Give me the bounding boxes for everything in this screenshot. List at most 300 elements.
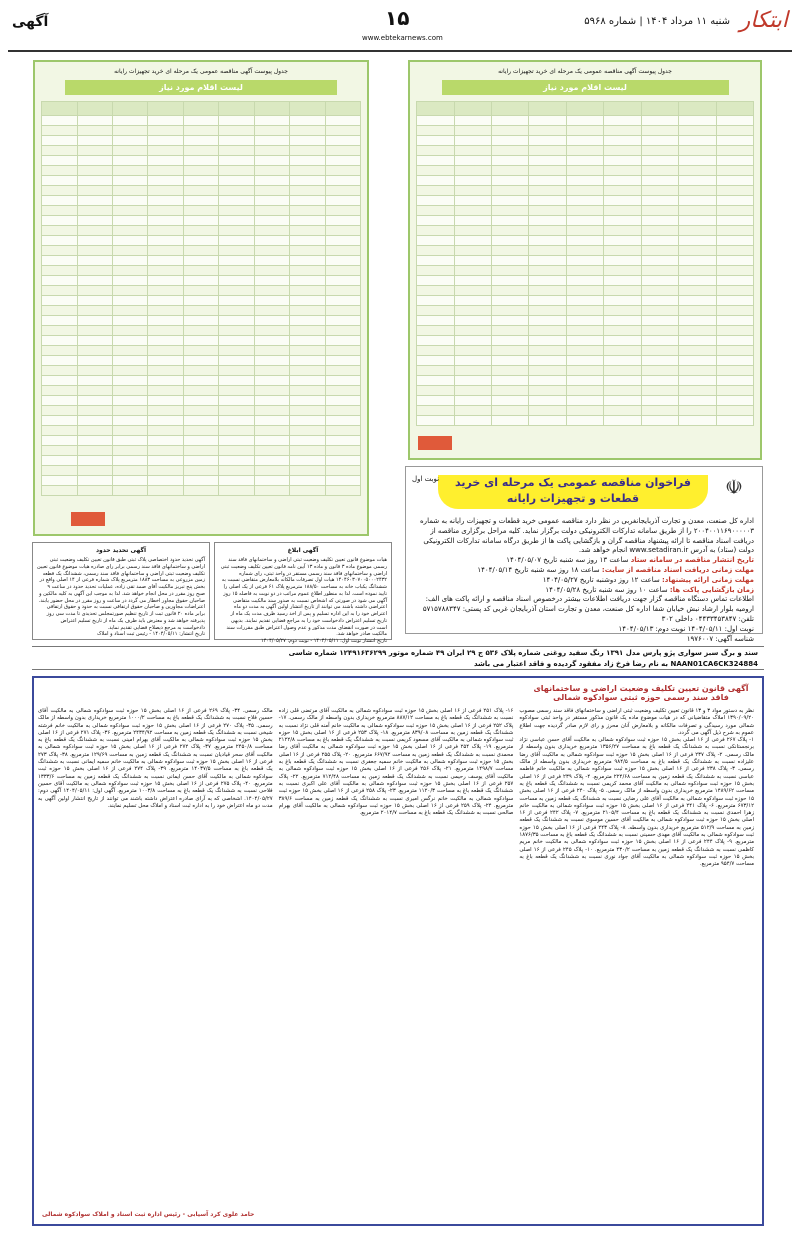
- table-row: [42, 186, 361, 196]
- table-cell: [566, 376, 603, 386]
- table-cell: [183, 266, 218, 276]
- table-cell: [112, 296, 147, 306]
- table-cell: [148, 256, 183, 266]
- table-cell: [566, 206, 603, 216]
- table-cell: [112, 206, 147, 216]
- table-cell: [148, 406, 183, 416]
- table-cell: [454, 156, 491, 166]
- table-cell: [77, 366, 112, 376]
- table-cell: [112, 246, 147, 256]
- table-cell: [491, 256, 528, 266]
- table-cell: [77, 266, 112, 276]
- table-cell: [716, 366, 753, 376]
- table-cell: [42, 186, 78, 196]
- table-cell: [679, 286, 716, 296]
- table-cell: [183, 276, 218, 286]
- table-cell: [491, 336, 528, 346]
- table-cell: [77, 316, 112, 326]
- table-cell: [290, 346, 325, 356]
- table-cell: [529, 276, 566, 286]
- table-cell: [183, 236, 218, 246]
- table-cell: [183, 146, 218, 156]
- table-cell: [42, 216, 78, 226]
- table-cell: [641, 156, 678, 166]
- table-cell: [566, 136, 603, 146]
- table-cell: [219, 426, 254, 436]
- table-cell: [529, 396, 566, 406]
- table-cell: [454, 116, 491, 126]
- table-cell: [417, 146, 455, 156]
- table-cell: [716, 386, 753, 396]
- table-cell: [112, 146, 147, 156]
- table-cell: [254, 156, 289, 166]
- table-cell: [641, 336, 678, 346]
- table-cell: [529, 266, 566, 276]
- table-cell: [679, 236, 716, 246]
- table-cell: [290, 226, 325, 236]
- notice-body: آگهی تحدید حدود اختصاصی پلاک ثبتی طبق قانون تعیین تکلیف وضعیت ثبتی اراضی و ساختمانهای فاقد سند رسمی برابر رای صادره هیات موضوع قانون تعیین تکلیف وضعیت ثبتی اراضی و ساختمانهای فاقد سند رسمی، ششدانگ یک قطعه زمین مزروعی به مساحت ۱۸۸۳ مترمربع پلاک شماره فرعی از ۱۴ اصلی واقع در بخش پنج تبریز مالکیت آقای صمد تقی زاده، عملیات تحدید حدود در ساعت ۹ صبح روز مقرر در محل انجام خواهد شد. لذا به موجب این آگهی به کلیه مالکین و صاحبان حقوق مجاور اخطار می گردد در ساعت و روز مقرر در محل حضور یابند. اعتراضات مجاورین و صاحبان حقوق ارتفاقی نسبت به حدود و حقوق ارتفاقی برابر ماده ۲۰ قانون ثبت از تاریخ تنظیم صورتمجلس تحدیدی تا مدت سی روز پذیرفته خواهد شد و معترض باید ظرف یک ماه از تاریخ تسلیم اعتراض دادخواست به مرجع ذیصلاح قضایی تقدیم نماید.: [37, 557, 205, 631]
- pub-date-value: ساعت ۱۳ روز سه شنبه تاریخ ۱۴۰۴/۰۵/۰۷: [506, 556, 629, 565]
- table-cell: [148, 436, 183, 446]
- table-cell: [77, 446, 112, 456]
- table-cell: [325, 276, 360, 286]
- table-cell: [77, 116, 112, 126]
- table-cell: [604, 376, 641, 386]
- table-cell: [325, 306, 360, 316]
- table-cell: [491, 386, 528, 396]
- table-cell: [641, 176, 678, 186]
- table-cell: [77, 296, 112, 306]
- table-cell: [148, 166, 183, 176]
- table-cell: [454, 256, 491, 266]
- table-cell: [604, 206, 641, 216]
- table-cell: [219, 456, 254, 466]
- table-cell: [183, 136, 218, 146]
- table-cell: [148, 486, 183, 496]
- table-row: [42, 456, 361, 466]
- table-cell: [42, 196, 78, 206]
- table-row: [417, 136, 754, 146]
- table-cell: [417, 376, 455, 386]
- website-url[interactable]: www.ebtekarnews.com: [362, 34, 443, 42]
- table-header-cell: [183, 102, 218, 116]
- table-cell: [254, 446, 289, 456]
- table-cell: [716, 396, 753, 406]
- table-cell: [42, 346, 78, 356]
- table-row: [417, 176, 754, 186]
- table-cell: [529, 296, 566, 306]
- land-column-3: [38, 708, 273, 1220]
- table-cell: [42, 466, 78, 476]
- table-cell: [491, 226, 528, 236]
- table-cell: [417, 406, 455, 416]
- table-row: [417, 386, 754, 396]
- notice-footer: تاریخ انتشار نوبت اول: ۱۴۰۴/۰۵/۱۱ - نوبت دوم: ۱۴۰۴/۰۵/۲۷: [261, 638, 387, 645]
- table-cell: [254, 206, 289, 216]
- table-cell: [491, 266, 528, 276]
- table-cell: [604, 346, 641, 356]
- table-cell: [566, 416, 603, 426]
- table-cell: [679, 126, 716, 136]
- table-cell: [77, 276, 112, 286]
- table-cell: [290, 216, 325, 226]
- table-row: [42, 426, 361, 436]
- table-cell: [112, 136, 147, 146]
- table-cell: [454, 276, 491, 286]
- table-cell: [716, 136, 753, 146]
- table-cell: [604, 126, 641, 136]
- table-cell: [254, 476, 289, 486]
- table-cell: [417, 196, 455, 206]
- table-cell: [529, 166, 566, 176]
- table-cell: [491, 346, 528, 356]
- table-row: [417, 276, 754, 286]
- table-row: [42, 146, 361, 156]
- table-cell: [716, 376, 753, 386]
- table-row: [417, 296, 754, 306]
- table-row: [42, 376, 361, 386]
- table-cell: [641, 396, 678, 406]
- table-cell: [183, 386, 218, 396]
- table-cell: [219, 416, 254, 426]
- table-cell: [77, 306, 112, 316]
- table-cell: [716, 326, 753, 336]
- table-cell: [454, 306, 491, 316]
- table-cell: [417, 296, 455, 306]
- table-cell: [290, 146, 325, 156]
- table-cell: [148, 276, 183, 286]
- table-cell: [417, 346, 455, 356]
- table-cell: [454, 366, 491, 376]
- table-header-cell: [77, 102, 112, 116]
- table-cell: [454, 196, 491, 206]
- table-cell: [325, 206, 360, 216]
- table-row: [42, 196, 361, 206]
- tender-title-line2: قطعات و تجهیزات رایانه: [506, 492, 640, 505]
- table-row: [42, 356, 361, 366]
- table-cell: [454, 266, 491, 276]
- table-cell: [219, 126, 254, 136]
- table-cell: [604, 356, 641, 366]
- table-cell: [679, 406, 716, 416]
- table-cell: [325, 456, 360, 466]
- table-cell: [148, 306, 183, 316]
- table-subtitle: لیست اقلام مورد نیاز: [65, 80, 337, 95]
- table-cell: [491, 356, 528, 366]
- publish-dates: نوبت اول: ۱۴۰۴/۰۵/۱۱ نوبت دوم: ۱۴۰۴/۰۵/۱۳: [618, 624, 754, 633]
- table-cell: [183, 326, 218, 336]
- table-cell: [529, 286, 566, 296]
- table-cell: [716, 226, 753, 236]
- table-row: [417, 156, 754, 166]
- table-cell: [604, 186, 641, 196]
- table-cell: [641, 166, 678, 176]
- table-cell: [491, 396, 528, 406]
- table-cell: [325, 346, 360, 356]
- table-cell: [219, 376, 254, 386]
- table-cell: [148, 136, 183, 146]
- table-cell: [290, 446, 325, 456]
- table-cell: [604, 156, 641, 166]
- table-cell: [454, 336, 491, 346]
- table-cell: [183, 216, 218, 226]
- table-cell: [77, 196, 112, 206]
- table-header-cell: [641, 102, 678, 116]
- table-header-cell: [112, 102, 147, 116]
- table-cell: [42, 436, 78, 446]
- table-row: [417, 246, 754, 256]
- table-cell: [42, 306, 78, 316]
- table-cell: [183, 336, 218, 346]
- table-cell: [183, 396, 218, 406]
- table-cell: [325, 416, 360, 426]
- table-cell: [454, 126, 491, 136]
- table-cell: [529, 136, 566, 146]
- table-cell: [454, 396, 491, 406]
- table-cell: [454, 146, 491, 156]
- table-row: [417, 396, 754, 406]
- table-cell: [254, 146, 289, 156]
- table-cell: [716, 416, 753, 426]
- table-cell: [112, 416, 147, 426]
- table-cell: [183, 306, 218, 316]
- table-row: [42, 236, 361, 246]
- table-header-row: [42, 102, 361, 116]
- table-cell: [148, 416, 183, 426]
- table-cell: [325, 326, 360, 336]
- table-cell: [254, 386, 289, 396]
- lost-document-notice: [32, 646, 764, 670]
- tender-call-ad: [405, 466, 763, 643]
- table-cell: [325, 486, 360, 496]
- table-cell: [219, 276, 254, 286]
- table-cell: [77, 486, 112, 496]
- table-cell: [679, 276, 716, 286]
- table-cell: [454, 176, 491, 186]
- table-cell: [716, 146, 753, 156]
- table-cell: [112, 186, 147, 196]
- table-cell: [641, 296, 678, 306]
- table-cell: [604, 316, 641, 326]
- table-cell: [219, 226, 254, 236]
- table-cell: [148, 366, 183, 376]
- table-cell: [604, 196, 641, 206]
- table-cell: [641, 236, 678, 246]
- table-cell: [604, 286, 641, 296]
- table-row: [417, 286, 754, 296]
- table-cell: [290, 266, 325, 276]
- table-cell: [529, 356, 566, 366]
- table-cell: [566, 166, 603, 176]
- table-cell: [148, 266, 183, 276]
- table-cell: [290, 436, 325, 446]
- table-header-cell: [491, 102, 528, 116]
- notice-body: هیات موضوع قانون تعیین تکلیف وضعیت ثبتی اراضی و ساختمانهای فاقد سند رسمی موضوع ماده ۳ قانون و ماده ۱۳ آیین نامه قانون تعیین تکلیف وضعیت ثبتی اراضی و ساختمانهای فاقد سند رسمی مستقر در واحد ثبتی، رای شماره ۱۴۰۴۶۰۳۰۷۰۰۵۰۰۰۲۴۳۲ هیات اول تصرفات مالکانه بلامعارض متقاضی نسبت به ششدانگ یکباب خانه به مساحت ۱۸۸/۵۰ مترمربع پلاک ۶۱ فرعی از یک اصلی را تایید نموده است. لذا به منظور اطلاع عموم مراتب در دو نوبت به فاصله ۱۵ روز آگهی می شود در صورتی که اشخاص نسبت به صدور سند مالکیت متقاضی اعتراضی داشته باشند می توانند از تاریخ انتشار اولین آگهی به مدت دو ماه اعتراض خود را به این اداره تسلیم و پس از اخذ رسید ظرف مدت یک ماه از تاریخ تسلیم اعتراض دادخواست خود را به مراجع قضایی تقدیم نمایند. بدیهی است در صورت انقضای مدت مذکور و عدم وصول اعتراض طبق مقررات سند مالکیت صادر خواهد شد.: [220, 557, 387, 638]
- table-cell: [148, 456, 183, 466]
- table-cell: [183, 436, 218, 446]
- land-notice-signature: حامد علوی کرد آسیابی - رئیس اداره ثبت اسناد و املاک سوادکوه شمالی: [42, 1211, 255, 1218]
- table-cell: [679, 376, 716, 386]
- table-row: [42, 316, 361, 326]
- notice-title: آگهی تحدید حدود: [95, 547, 147, 554]
- tender-body: [414, 517, 754, 644]
- table-cell: [491, 316, 528, 326]
- table-cell: [679, 136, 716, 146]
- table-cell: [148, 316, 183, 326]
- table-cell: [325, 226, 360, 236]
- table-cell: [254, 406, 289, 416]
- table-cell: [254, 266, 289, 276]
- table-cell: [112, 456, 147, 466]
- table-cell: [529, 406, 566, 416]
- table-cell: [254, 226, 289, 236]
- table-cell: [42, 486, 78, 496]
- table-cell: [42, 296, 78, 306]
- table-cell: [716, 156, 753, 166]
- table-cell: [77, 386, 112, 396]
- table-row: [417, 216, 754, 226]
- table-cell: [566, 296, 603, 306]
- table-cell: [454, 316, 491, 326]
- table-cell: [290, 136, 325, 146]
- table-cell: [679, 296, 716, 306]
- table-cell: [183, 366, 218, 376]
- table-cell: [679, 226, 716, 236]
- table-cell: [679, 356, 716, 366]
- table-cell: [325, 296, 360, 306]
- table-cell: [112, 426, 147, 436]
- table-cell: [417, 226, 455, 236]
- tender-table-right: [408, 60, 762, 460]
- table-cell: [566, 306, 603, 316]
- table-cell: [183, 296, 218, 306]
- table-cell: [529, 156, 566, 166]
- table-cell: [641, 146, 678, 156]
- table-cell: [77, 416, 112, 426]
- table-cell: [77, 286, 112, 296]
- table-cell: [183, 126, 218, 136]
- table-cell: [183, 116, 218, 126]
- table-subtitle: لیست اقلام مورد نیاز: [442, 80, 729, 95]
- table-cell: [77, 136, 112, 146]
- table-cell: [325, 156, 360, 166]
- table-cell: [112, 216, 147, 226]
- table-cell: [454, 356, 491, 366]
- table-cell: [716, 176, 753, 186]
- table-cell: [42, 376, 78, 386]
- table-cell: [566, 406, 603, 416]
- table-cell: [417, 306, 455, 316]
- table-cell: [679, 146, 716, 156]
- table-cell: [641, 136, 678, 146]
- table-cell: [254, 486, 289, 496]
- table-cell: [604, 246, 641, 256]
- table-cell: [566, 366, 603, 376]
- table-cell: [604, 116, 641, 126]
- table-cell: [77, 156, 112, 166]
- table-cell: [454, 236, 491, 246]
- table-row: [417, 186, 754, 196]
- table-header-cell: [148, 102, 183, 116]
- table-cell: [290, 186, 325, 196]
- table-cell: [491, 186, 528, 196]
- table-row: [42, 486, 361, 496]
- table-row: [42, 286, 361, 296]
- table-cell: [417, 126, 455, 136]
- table-cell: [219, 296, 254, 306]
- table-cell: [254, 196, 289, 206]
- table-cell: [679, 176, 716, 186]
- table-header-cell: [42, 102, 78, 116]
- table-cell: [183, 166, 218, 176]
- table-cell: [417, 176, 455, 186]
- table-cell: [641, 196, 678, 206]
- table-cell: [77, 396, 112, 406]
- table-cell: [219, 146, 254, 156]
- table-cell: [454, 166, 491, 176]
- table-cell: [112, 166, 147, 176]
- table-row: [42, 296, 361, 306]
- table-cell: [148, 426, 183, 436]
- table-cell: [325, 136, 360, 146]
- table-cell: [42, 246, 78, 256]
- table-row: [42, 436, 361, 446]
- table-cell: [219, 206, 254, 216]
- table-cell: [491, 326, 528, 336]
- table-cell: [417, 366, 455, 376]
- table-cell: [183, 246, 218, 256]
- table-cell: [112, 396, 147, 406]
- table-cell: [42, 386, 78, 396]
- table-cell: [454, 136, 491, 146]
- table-cell: [491, 176, 528, 186]
- table-cell: [254, 326, 289, 336]
- table-header-cell: [604, 102, 641, 116]
- table-cell: [219, 306, 254, 316]
- table-cell: [679, 366, 716, 376]
- table-cell: [290, 206, 325, 216]
- table-row: [417, 416, 754, 426]
- table-row: [42, 446, 361, 456]
- ad-stamp: [418, 436, 452, 450]
- table-row: [417, 126, 754, 136]
- table-cell: [219, 336, 254, 346]
- table-cell: [219, 286, 254, 296]
- table-cell: [529, 206, 566, 216]
- land-notice-columns: [38, 708, 754, 1220]
- table-cell: [417, 166, 455, 176]
- table-cell: [679, 346, 716, 356]
- table-cell: [641, 316, 678, 326]
- table-cell: [641, 256, 678, 266]
- table-cell: [454, 226, 491, 236]
- table-cell: [254, 376, 289, 386]
- opening-label: زمان بازگشایی پاکت ها:: [669, 585, 754, 594]
- table-cell: [641, 346, 678, 356]
- table-cell: [529, 236, 566, 246]
- table-cell: [417, 286, 455, 296]
- table-cell: [112, 226, 147, 236]
- table-cell: [325, 116, 360, 126]
- table-cell: [112, 476, 147, 486]
- table-cell: [290, 356, 325, 366]
- table-cell: [529, 326, 566, 336]
- table-cell: [42, 116, 78, 126]
- table-cell: [112, 346, 147, 356]
- table-cell: [148, 206, 183, 216]
- table-row: [42, 336, 361, 346]
- table-header-cell: [417, 102, 455, 116]
